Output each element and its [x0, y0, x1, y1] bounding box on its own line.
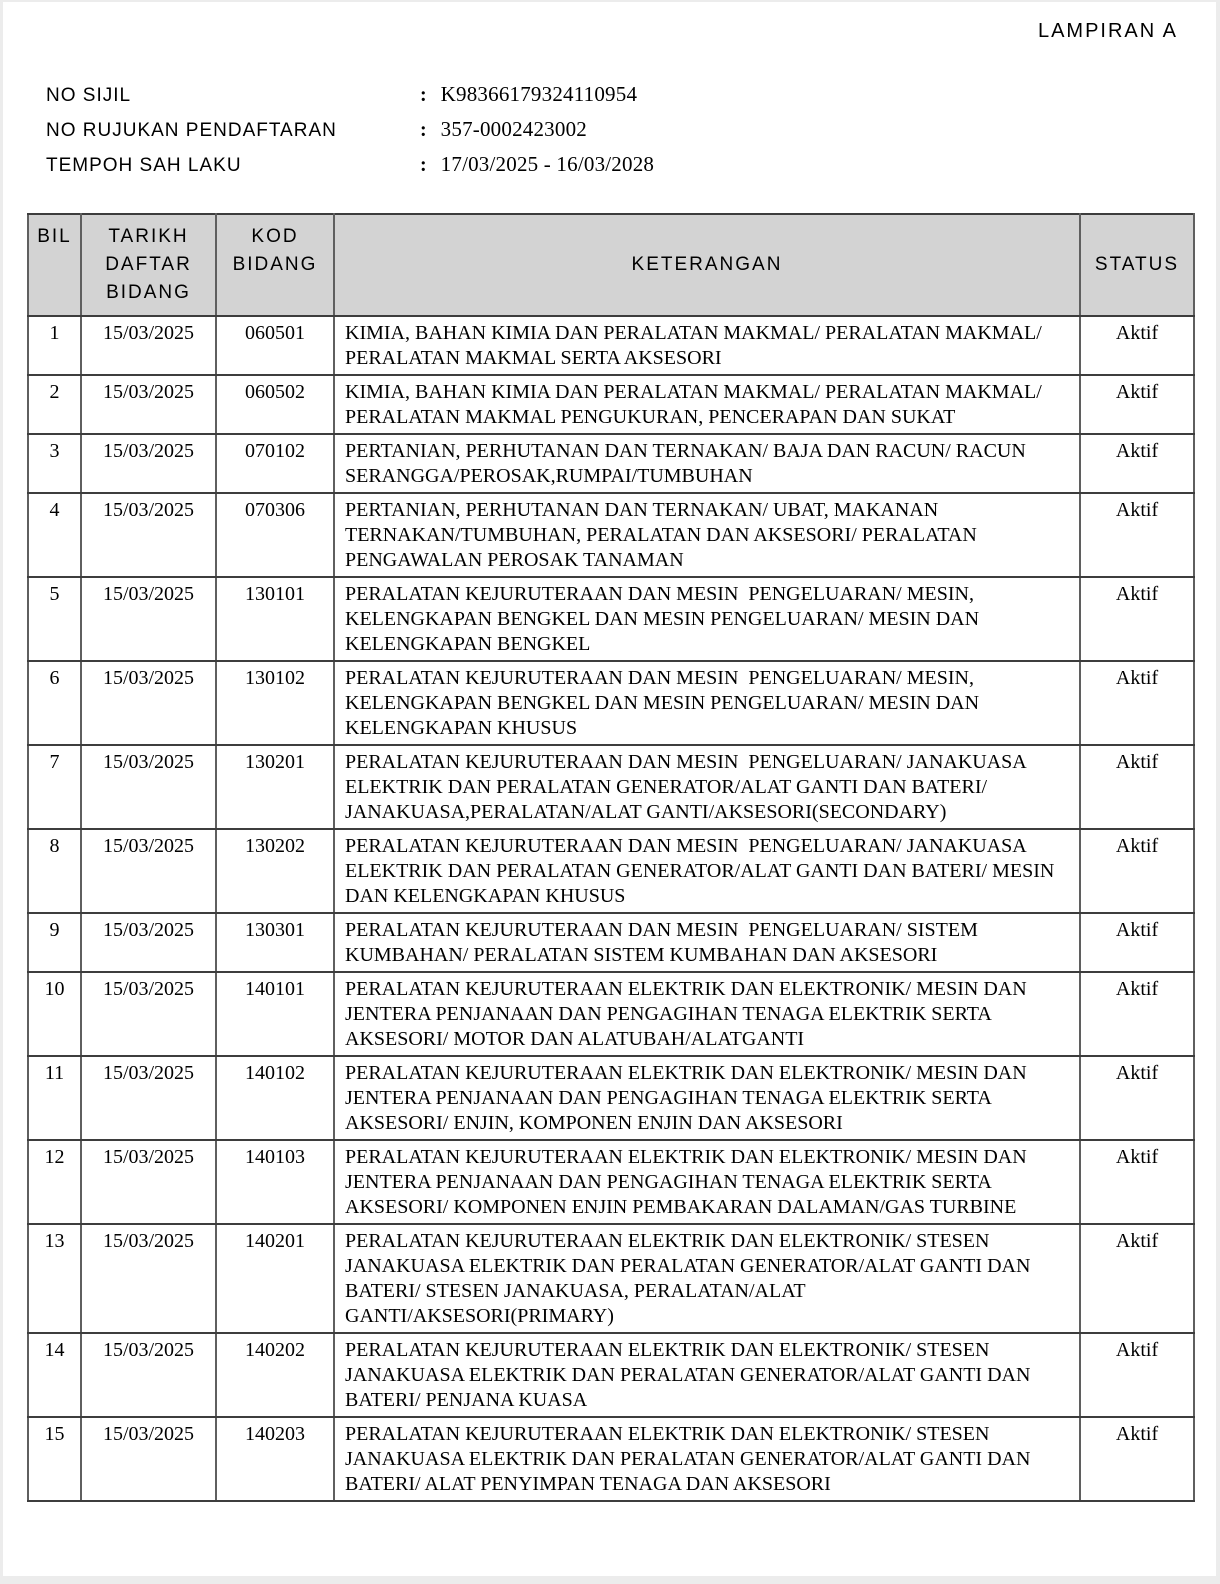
cell-tarikh: 15/03/2025: [81, 1417, 216, 1501]
cell-kod: 140203: [216, 1417, 334, 1501]
colon-separator: :: [420, 154, 427, 176]
cell-bil: 15: [28, 1417, 81, 1501]
cell-tarikh: 15/03/2025: [81, 434, 216, 493]
column-header-bil: BIL: [28, 214, 81, 316]
registration-fields-table: [27, 213, 1195, 1502]
cell-kod: 140102: [216, 1056, 334, 1140]
no-sijil-label: NO SIJIL: [46, 85, 132, 106]
cell-tarikh: 15/03/2025: [81, 661, 216, 745]
table-row: [28, 1333, 1194, 1417]
cell-bil: 9: [28, 913, 81, 972]
column-header-keterangan: KETERANGAN: [334, 214, 1080, 316]
table-row: [28, 661, 1194, 745]
no-rujukan-label: NO RUJUKAN PENDAFTARAN: [46, 120, 337, 141]
column-header-tarikh: TARIKH DAFTAR BIDANG: [81, 214, 216, 316]
column-header-status: STATUS: [1080, 214, 1194, 316]
cell-keterangan: PERTANIAN, PERHUTANAN DAN TERNAKAN/ UBAT, MAKANAN TERNAKAN/TUMBUHAN, PERALATAN DAN AKSESORI/ PERALATAN PENGAWALAN PEROSAK TANAMAN: [334, 493, 1080, 577]
cell-status: Aktif: [1080, 745, 1194, 829]
table-row: [28, 316, 1194, 375]
table-row: [28, 434, 1194, 493]
cell-keterangan: PERTANIAN, PERHUTANAN DAN TERNAKAN/ BAJA DAN RACUN/ RACUN SERANGGA/PEROSAK,RUMPAI/TUMBUHAN: [334, 434, 1080, 493]
cell-bil: 1: [28, 316, 81, 375]
cell-bil: 4: [28, 493, 81, 577]
cell-tarikh: 15/03/2025: [81, 745, 216, 829]
cell-kod: 060502: [216, 375, 334, 434]
cell-keterangan: PERALATAN KEJURUTERAAN DAN MESIN PENGELUARAN/ JANAKUASA ELEKTRIK DAN PERALATAN GENERATOR/ALAT GANTI DAN BATERI/ JANAKUASA,PERALATAN/ALAT GANTI/AKSESORI(SECONDARY): [334, 745, 1080, 829]
table-row: [28, 829, 1194, 913]
cell-bil: 2: [28, 375, 81, 434]
cell-kod: 140202: [216, 1333, 334, 1417]
colon-separator: :: [420, 84, 427, 106]
table-row: [28, 1056, 1194, 1140]
cell-tarikh: 15/03/2025: [81, 375, 216, 434]
cell-bil: 12: [28, 1140, 81, 1224]
cell-keterangan: PERALATAN KEJURUTERAAN ELEKTRIK DAN ELEKTRONIK/ STESEN JANAKUASA ELEKTRIK DAN PERALATAN GENERATOR/ALAT GANTI DAN BATERI/ STESEN JANAKUASA, PERALATAN/ALAT GANTI/AKSESORI(PRIMARY): [334, 1224, 1080, 1333]
cell-kod: 060501: [216, 316, 334, 375]
cell-status: Aktif: [1080, 913, 1194, 972]
cell-bil: 14: [28, 1333, 81, 1417]
cell-status: Aktif: [1080, 375, 1194, 434]
table-header-row: [28, 214, 1194, 316]
table-row: [28, 1224, 1194, 1333]
certificate-info-block: [46, 82, 1176, 187]
cell-kod: 070102: [216, 434, 334, 493]
cell-kod: 130201: [216, 745, 334, 829]
cell-tarikh: 15/03/2025: [81, 1333, 216, 1417]
cell-tarikh: 15/03/2025: [81, 577, 216, 661]
table-body: [28, 316, 1194, 1501]
info-row-no-sijil: [46, 82, 1176, 104]
tempoh-value: 17/03/2025 - 16/03/2028: [440, 152, 655, 176]
cell-kod: 130202: [216, 829, 334, 913]
cell-bil: 7: [28, 745, 81, 829]
cell-keterangan: PERALATAN KEJURUTERAAN DAN MESIN PENGELUARAN/ MESIN, KELENGKAPAN BENGKEL DAN MESIN PENGELUARAN/ MESIN DAN KELENGKAPAN BENGKEL: [334, 577, 1080, 661]
cell-keterangan: PERALATAN KEJURUTERAAN ELEKTRIK DAN ELEKTRONIK/ MESIN DAN JENTERA PENJANAAN DAN PENGAGIHAN TENAGA ELEKTRIK SERTA AKSESORI/ ENJIN, KOMPONEN ENJIN DAN AKSESORI: [334, 1056, 1080, 1140]
info-row-tempoh-sah-laku: [46, 152, 1176, 174]
cell-tarikh: 15/03/2025: [81, 1224, 216, 1333]
cell-status: Aktif: [1080, 1224, 1194, 1333]
table-row: [28, 745, 1194, 829]
cell-keterangan: PERALATAN KEJURUTERAAN ELEKTRIK DAN ELEKTRONIK/ STESEN JANAKUASA ELEKTRIK DAN PERALATAN GENERATOR/ALAT GANTI DAN BATERI/ ALAT PENYIMPAN TENAGA DAN AKSESORI: [334, 1417, 1080, 1501]
cell-keterangan: PERALATAN KEJURUTERAAN ELEKTRIK DAN ELEKTRONIK/ MESIN DAN JENTERA PENJANAAN DAN PENGAGIHAN TENAGA ELEKTRIK SERTA AKSESORI/ KOMPONEN ENJIN PEMBAKARAN DALAMAN/GAS TURBINE: [334, 1140, 1080, 1224]
cell-keterangan: PERALATAN KEJURUTERAAN DAN MESIN PENGELUARAN/ JANAKUASA ELEKTRIK DAN PERALATAN GENERATOR/ALAT GANTI DAN BATERI/ MESIN DAN KELENGKAPAN KHUSUS: [334, 829, 1080, 913]
document-page: [3, 2, 1216, 1576]
cell-tarikh: 15/03/2025: [81, 1140, 216, 1224]
cell-bil: 11: [28, 1056, 81, 1140]
cell-status: Aktif: [1080, 661, 1194, 745]
cell-kod: 140201: [216, 1224, 334, 1333]
cell-status: Aktif: [1080, 577, 1194, 661]
table-row: [28, 493, 1194, 577]
cell-status: Aktif: [1080, 1056, 1194, 1140]
no-rujukan-value: 357-0002423002: [440, 117, 587, 141]
cell-tarikh: 15/03/2025: [81, 493, 216, 577]
cell-keterangan: KIMIA, BAHAN KIMIA DAN PERALATAN MAKMAL/ PERALATAN MAKMAL/ PERALATAN MAKMAL PENGUKURAN, PENCERAPAN DAN SUKAT: [334, 375, 1080, 434]
cell-kod: 130102: [216, 661, 334, 745]
cell-bil: 8: [28, 829, 81, 913]
cell-kod: 130101: [216, 577, 334, 661]
table-row: [28, 375, 1194, 434]
cell-status: Aktif: [1080, 1140, 1194, 1224]
cell-status: Aktif: [1080, 829, 1194, 913]
cell-kod: 140101: [216, 972, 334, 1056]
cell-kod: 130301: [216, 913, 334, 972]
cell-tarikh: 15/03/2025: [81, 972, 216, 1056]
cell-status: Aktif: [1080, 434, 1194, 493]
cell-bil: 3: [28, 434, 81, 493]
cell-tarikh: 15/03/2025: [81, 316, 216, 375]
cell-tarikh: 15/03/2025: [81, 829, 216, 913]
cell-status: Aktif: [1080, 1333, 1194, 1417]
tempoh-label: TEMPOH SAH LAKU: [46, 155, 242, 176]
cell-keterangan: PERALATAN KEJURUTERAAN DAN MESIN PENGELUARAN/ MESIN, KELENGKAPAN BENGKEL DAN MESIN PENGELUARAN/ MESIN DAN KELENGKAPAN KHUSUS: [334, 661, 1080, 745]
cell-status: Aktif: [1080, 972, 1194, 1056]
cell-bil: 10: [28, 972, 81, 1056]
cell-status: Aktif: [1080, 493, 1194, 577]
cell-tarikh: 15/03/2025: [81, 1056, 216, 1140]
cell-keterangan: PERALATAN KEJURUTERAAN ELEKTRIK DAN ELEKTRONIK/ STESEN JANAKUASA ELEKTRIK DAN PERALATAN GENERATOR/ALAT GANTI DAN BATERI/ PENJANA KUASA: [334, 1333, 1080, 1417]
cell-kod: 070306: [216, 493, 334, 577]
cell-bil: 13: [28, 1224, 81, 1333]
cell-keterangan: PERALATAN KEJURUTERAAN ELEKTRIK DAN ELEKTRONIK/ MESIN DAN JENTERA PENJANAAN DAN PENGAGIHAN TENAGA ELEKTRIK SERTA AKSESORI/ MOTOR DAN ALATUBAH/ALATGANTI: [334, 972, 1080, 1056]
info-row-no-rujukan: [46, 117, 1176, 139]
table-row: [28, 577, 1194, 661]
cell-keterangan: PERALATAN KEJURUTERAAN DAN MESIN PENGELUARAN/ SISTEM KUMBAHAN/ PERALATAN SISTEM KUMBAHAN DAN AKSESORI: [334, 913, 1080, 972]
colon-separator: :: [420, 119, 427, 141]
cell-kod: 140103: [216, 1140, 334, 1224]
table-row: [28, 913, 1194, 972]
cell-tarikh: 15/03/2025: [81, 913, 216, 972]
column-header-kod: KOD BIDANG: [216, 214, 334, 316]
table-row: [28, 972, 1194, 1056]
table-row: [28, 1140, 1194, 1224]
corner-label: LAMPIRAN A: [1037, 20, 1178, 42]
no-sijil-value: K98366179324110954: [440, 82, 638, 106]
cell-status: Aktif: [1080, 316, 1194, 375]
cell-keterangan: KIMIA, BAHAN KIMIA DAN PERALATAN MAKMAL/ PERALATAN MAKMAL/ PERALATAN MAKMAL SERTA AKSESORI: [334, 316, 1080, 375]
cell-status: Aktif: [1080, 1417, 1194, 1501]
cell-bil: 5: [28, 577, 81, 661]
cell-bil: 6: [28, 661, 81, 745]
table-row: [28, 1417, 1194, 1501]
